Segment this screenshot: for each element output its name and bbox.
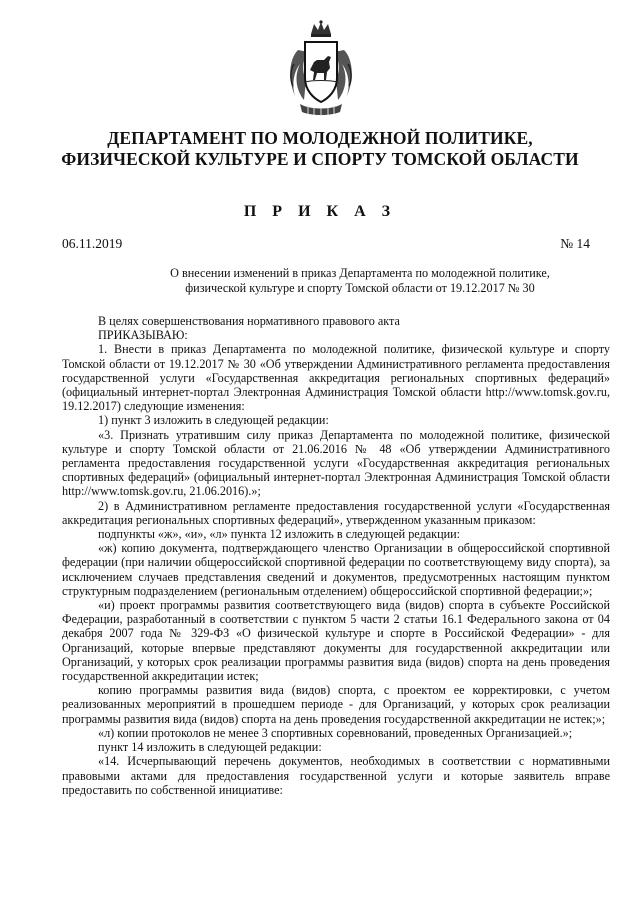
document-body	[62, 314, 610, 797]
body-paragraph-11: «14. Исчерпывающий перечень документов, необходимых в соответствии с нормативными правовыми актами для предоставления государственной услуги и которые заявитель вправе предоставить по собственной инициативе:	[62, 754, 610, 797]
department-name-line-1: ДЕПАРТАМЕНТ ПО МОЛОДЕЖНОЙ ПОЛИТИКЕ,	[107, 128, 533, 148]
department-header	[0, 128, 640, 170]
body-paragraph-7: «и) проект программы развития соответствующего вида (видов) спорта в субъекте Российской Федерации, разработанный в соответствии с пунктом 5 части 2 статьи 16.1 Федерального закона от 04 декабря 2007 года № 329-ФЗ «О физической культуре и спорте в Российской Федерации» - для Организаций, которые впервые представляют документы для государственной аккредитации или Организаций, у которых срок реализации программы развития вида (видов) спорта на день проведения государственной аккредитации истек;	[62, 598, 610, 684]
body-paragraph-10: пункт 14 изложить в следующей редакции:	[98, 740, 322, 755]
coat-of-arms-emblem	[284, 20, 358, 120]
body-paragraph-1: 1. Внести в приказ Департамента по молодежной политике, физической культуре и спорту Томской области от 19.12.2017 № 30 «Об утверждении Административного регламента предоставления государственной услуги «Государственная аккредитация региональных спортивных федераций» (официальный интернет-портал Электронная Администрация Томской области http://www.tomsk.gov.ru, 19.12.2017) следующие изменения:	[62, 342, 610, 414]
document-subject	[150, 266, 570, 297]
department-name-line-2: ФИЗИЧЕСКОЙ КУЛЬТУРЕ И СПОРТУ ТОМСКОЙ ОБЛАСТИ	[61, 149, 579, 169]
preamble-paragraph: В целях совершенствования нормативного правового акта	[98, 314, 400, 328]
body-paragraph-6: «ж) копию документа, подтверждающего членство Организации в общероссийской спортивной федерации (при наличии общероссийской спортивной федерации по соответствующему виду спорта), за исключением случаев представления сведений и документов, предусмотренных настоящим пунктом структурным подразделением (региональным отделением) общероссийской спортивной федерации;»;	[62, 541, 610, 598]
order-word: ПРИКАЗЫВАЮ:	[98, 328, 188, 343]
body-paragraph-2: 1) пункт 3 изложить в следующей редакции:	[98, 413, 329, 428]
body-paragraph-5: подпункты «ж», «и», «л» пункта 12 изложить в следующей редакции:	[98, 527, 461, 542]
body-paragraph-8: копию программы развития вида (видов) спорта, с проектом ее корректировки, с учетом реализованных мероприятий в прошедшем периоде - для Организаций, у которых срок реализации программы развития вида (видов) спорта на день проведения государственной аккредитации не истек;»;	[62, 683, 610, 726]
body-paragraph-9: «л) копии протоколов не менее 3 спортивных соревнований, проведенных Организацией.»;	[98, 725, 573, 740]
subject-line-1: О внесении изменений в приказ Департамента по молодежной политике,	[170, 266, 550, 280]
document-number: № 14	[560, 236, 590, 251]
document-type-title: П Р И К А З	[243, 203, 397, 220]
body-paragraph-4: 2) в Административном регламенте предоставления государственной услуги «Государственная аккредитация региональных спортивных федераций», утвержденном указанным приказом:	[62, 498, 610, 527]
document-date: 06.11.2019	[62, 236, 123, 251]
body-paragraph-3: «3. Признать утратившим силу приказ Департамента по молодежной политике, физической культуре и спорту Томской области от 21.06.2016 № 48 «Об утверждении Административного регламента предоставления государственной услуги «Государственная аккредитация региональных спортивных федераций» (официальный интернет-портал Электронная Администрация Томской области http://www.tomsk.gov.ru, 21.06.2016).»;	[62, 427, 610, 499]
subject-line-2: физической культуре и спорту Томской области от 19.12.2017 № 30	[185, 281, 535, 296]
